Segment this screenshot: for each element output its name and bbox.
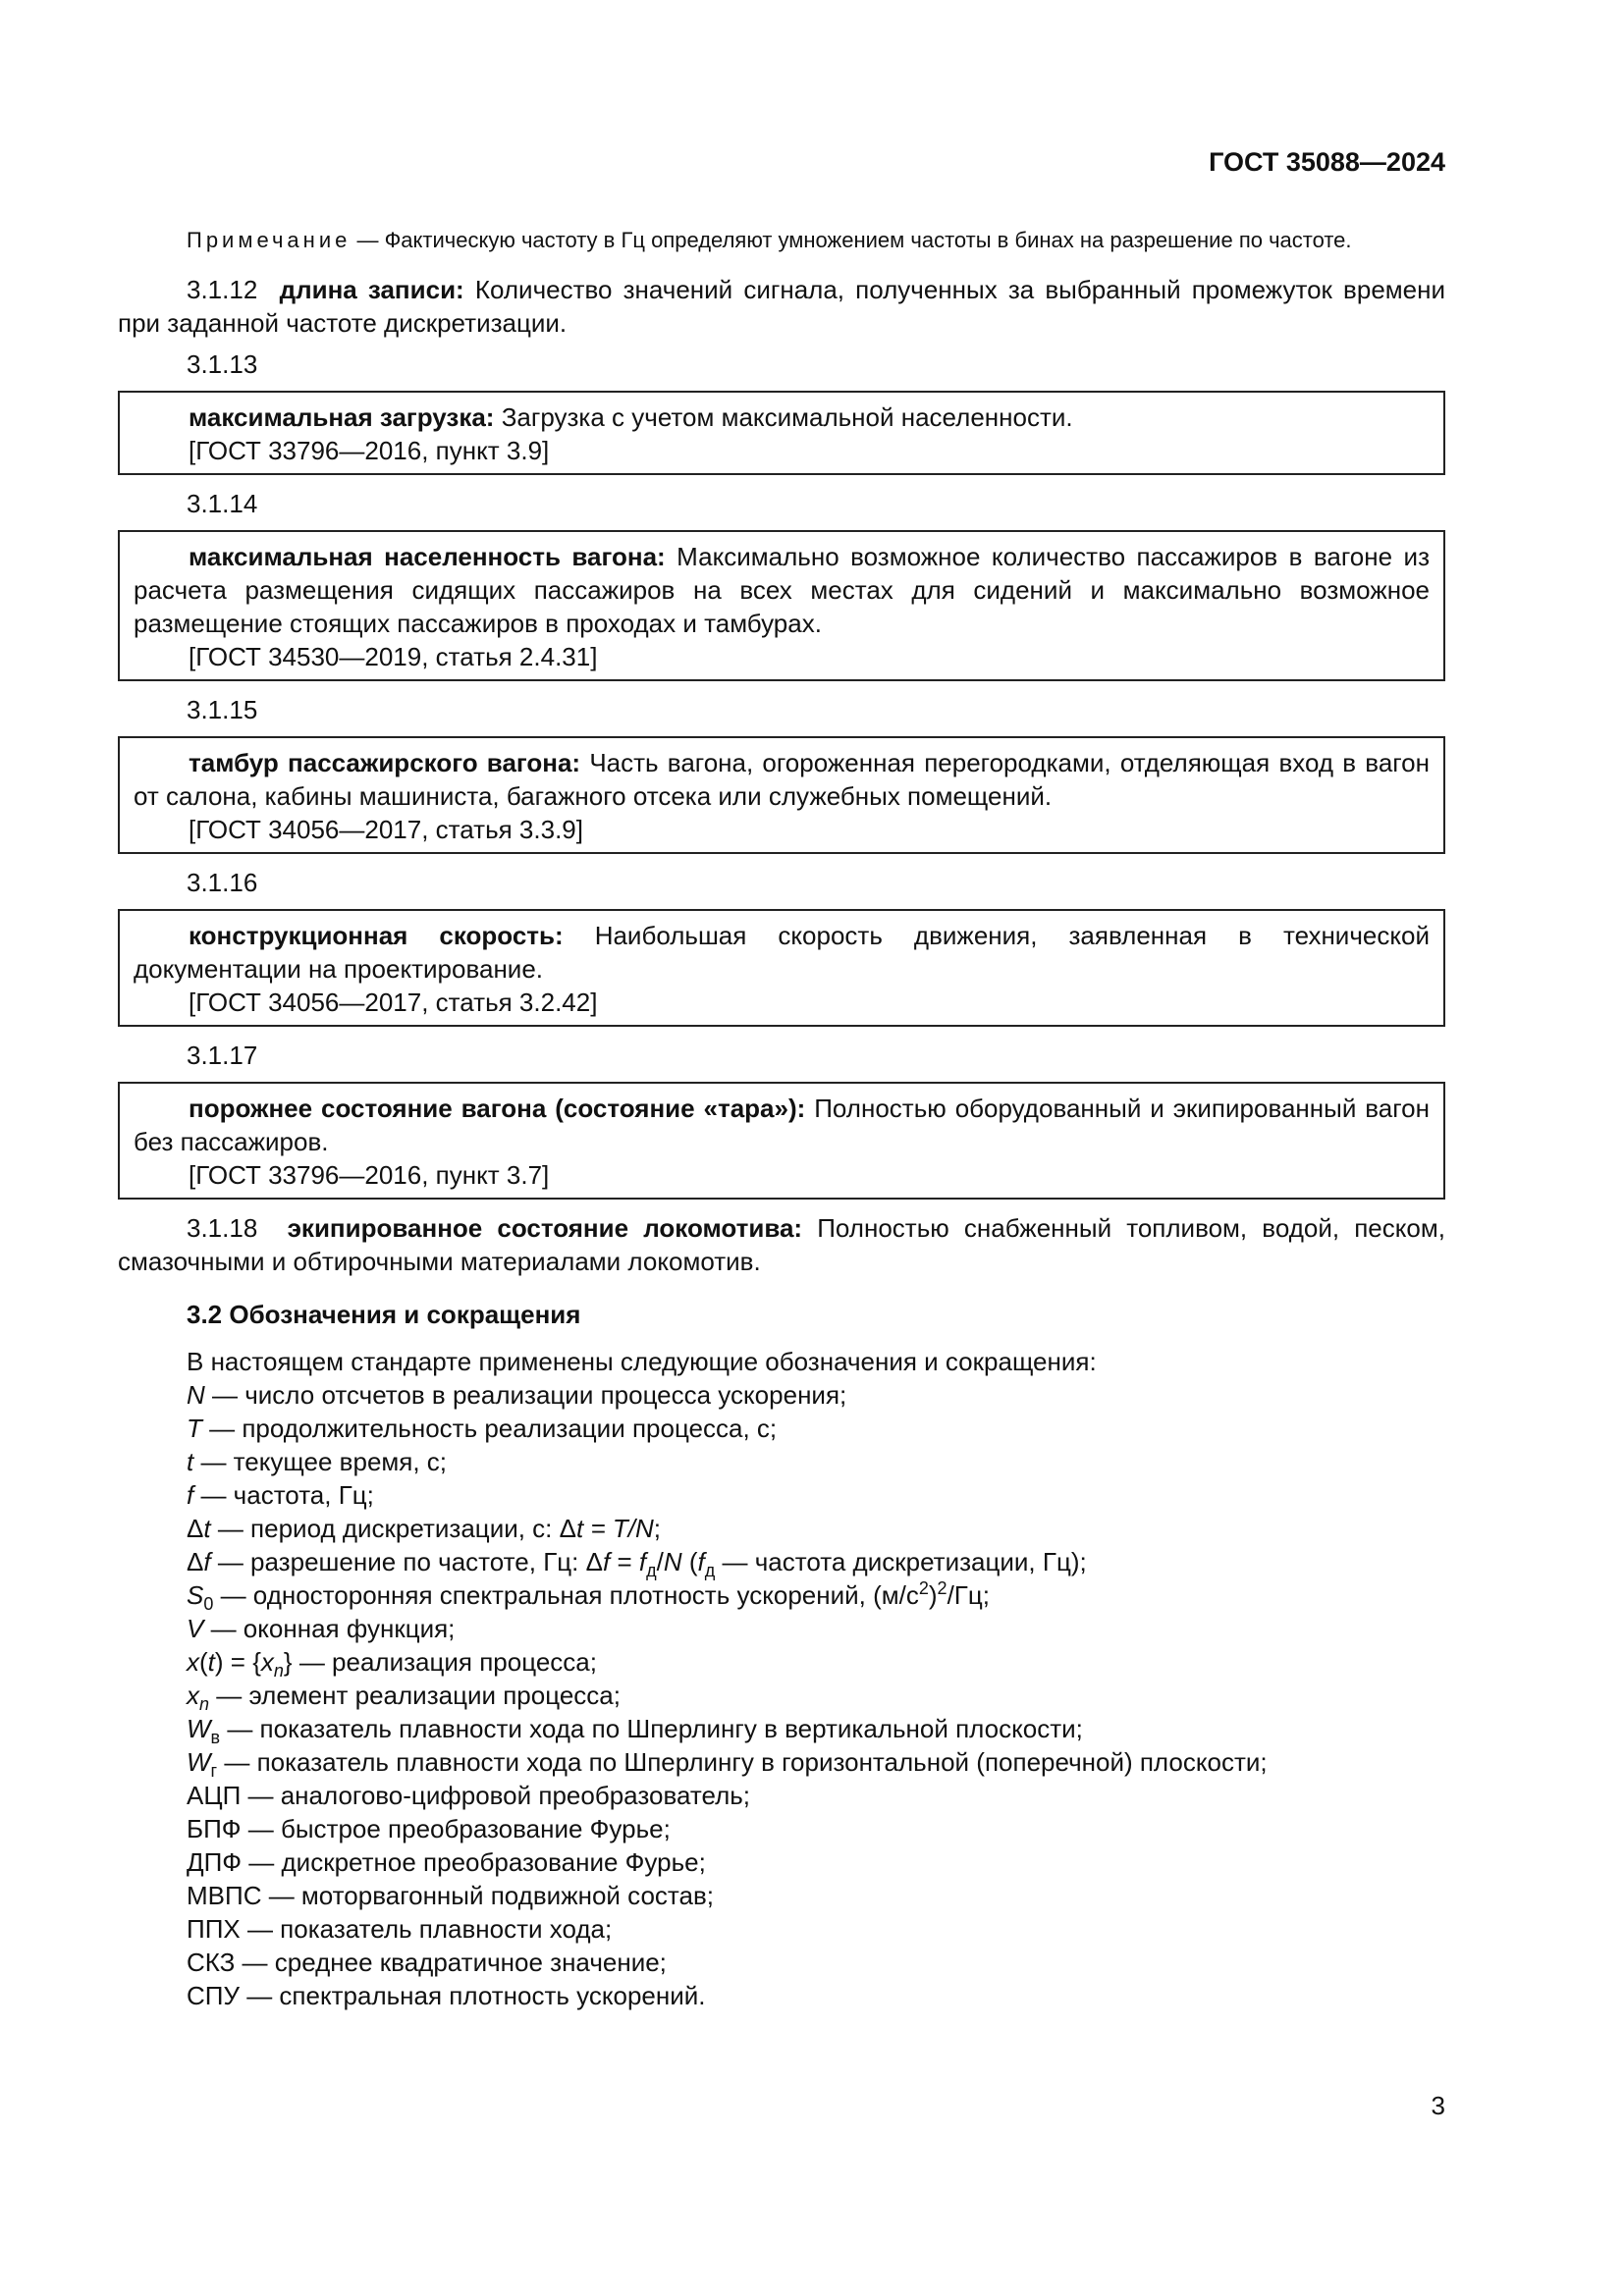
term-3-1-12 xyxy=(118,273,1445,340)
symbol-item xyxy=(187,1679,1445,1712)
term-box xyxy=(118,530,1445,681)
term-reference: [ГОСТ 34056—2017, статья 3.3.9] xyxy=(189,815,583,844)
symbol-item xyxy=(187,1712,1445,1745)
delta-sign: Δ xyxy=(187,1514,204,1543)
symbol-description: — период дискретизации, с: xyxy=(210,1514,560,1543)
symbol-item xyxy=(187,1745,1445,1779)
symbol: f xyxy=(187,1480,194,1510)
symbol: V xyxy=(187,1614,204,1643)
symbol: t xyxy=(203,1514,211,1543)
symbol-item xyxy=(187,1545,1445,1578)
term-box xyxy=(118,1082,1445,1200)
term-number: 3.1.14 xyxy=(187,489,258,518)
formula-part: f xyxy=(638,1547,647,1576)
subscript: n xyxy=(199,1694,210,1714)
term-title: конструкционная скорость: xyxy=(189,921,564,950)
term-definition-text: Максимально возможное количество пассажиров в вагоне из расчета размещения сидящих пассажиров на всех местах для сидений и максимально возможное размещение стоящих пассажиров в проходах и тамбурах. xyxy=(134,542,1430,638)
subscript: д xyxy=(704,1561,716,1580)
formula-part: t xyxy=(207,1647,215,1677)
abbreviation-item: БПФ — быстрое преобразование Фурье; xyxy=(187,1814,671,1843)
symbol-item xyxy=(187,1378,1445,1412)
term-number: 3.1.13 xyxy=(187,349,258,379)
symbol-description: — частота, Гц; xyxy=(193,1480,374,1510)
section-intro: В настоящем стандарте применены следующие обозначения и сокращения: xyxy=(187,1347,1097,1376)
formula-part: ) = { xyxy=(214,1647,261,1677)
term-3-1-18 xyxy=(118,1211,1445,1278)
formula-part: x xyxy=(187,1647,199,1677)
term-box xyxy=(118,909,1445,1027)
page-number: 3 xyxy=(1431,2091,1445,2120)
delta-sign: Δ xyxy=(559,1514,577,1543)
term-definition-text: Загрузка с учетом максимальной населенности. xyxy=(494,402,1073,432)
term-definition xyxy=(134,540,1430,640)
symbol-item xyxy=(187,1478,1445,1512)
symbol: W xyxy=(187,1747,211,1777)
term-reference: [ГОСТ 33796—2016, пункт 3.7] xyxy=(189,1160,550,1190)
delta-sign: Δ xyxy=(585,1547,603,1576)
term-definition xyxy=(134,919,1430,986)
formula-part: ( xyxy=(199,1647,208,1677)
note-label: Примечание xyxy=(187,228,352,252)
formula-part: / xyxy=(656,1547,664,1576)
symbol-description: — разрешение по частоте, Гц: xyxy=(210,1547,586,1576)
term-definition: Количество значений сигнала, полученных за выбранный промежуток времени при заданной частоте дискретизации. xyxy=(118,275,1445,338)
term-title: максимальная населенность вагона: xyxy=(189,542,666,571)
subscript: 0 xyxy=(203,1594,214,1614)
standard-code-header: ГОСТ 35088—2024 xyxy=(1209,147,1445,177)
symbol-description: — односторонняя спектральная плотность ускорений, (м/с xyxy=(213,1580,919,1610)
symbol-item xyxy=(187,1412,1445,1445)
symbol-description: — элемент реализации процесса; xyxy=(209,1681,621,1710)
symbol: f xyxy=(203,1547,211,1576)
term-box xyxy=(118,736,1445,854)
term-title: максимальная загрузка: xyxy=(189,402,495,432)
page-content xyxy=(118,226,1445,2012)
term-definition: Полностью снабженный топливом, водой, песком, смазочными и обтирочными материалами локомотив. xyxy=(118,1213,1445,1276)
term-number: 3.1.12 xyxy=(187,275,258,304)
subscript: д xyxy=(646,1561,657,1580)
symbol: T xyxy=(187,1414,202,1443)
abbreviation-item: ДПФ — дискретное преобразование Фурье; xyxy=(187,1847,706,1877)
formula-part: f xyxy=(603,1547,611,1576)
punctuation: ; xyxy=(653,1514,661,1543)
subscript: г xyxy=(210,1761,218,1781)
formula-part: ) xyxy=(928,1580,938,1610)
symbol: x xyxy=(187,1681,199,1710)
symbol-description: — число отсчетов в реализации процесса ускорения; xyxy=(204,1380,847,1410)
formula-part: = xyxy=(610,1547,639,1576)
term-definition xyxy=(134,1092,1430,1158)
symbol-item xyxy=(187,1445,1445,1478)
term-title: экипированное состояние локомотива: xyxy=(287,1213,803,1243)
symbol-description: — продолжительность реализации процесса, с; xyxy=(201,1414,778,1443)
note-paragraph xyxy=(118,226,1445,255)
delta-sign: Δ xyxy=(187,1547,204,1576)
abbreviation-item: АЦП — аналогово-цифровой преобразователь; xyxy=(187,1781,751,1810)
symbol-item xyxy=(187,1512,1445,1545)
term-title: порожнее состояние вагона (состояние «тара»): xyxy=(189,1094,806,1123)
term-definition xyxy=(134,400,1430,434)
abbreviation-item: ППХ — показатель плавности хода; xyxy=(187,1914,613,1944)
formula-part: } xyxy=(283,1647,293,1677)
subscript: в xyxy=(210,1728,221,1747)
symbol: W xyxy=(187,1714,211,1743)
term-reference: [ГОСТ 33796—2016, пункт 3.9] xyxy=(189,436,550,465)
term-number: 3.1.15 xyxy=(187,695,258,724)
symbol-item xyxy=(187,1578,1445,1612)
superscript: 2 xyxy=(918,1578,929,1598)
symbol-item xyxy=(187,1645,1445,1679)
formula-part: f xyxy=(697,1547,705,1576)
term-title: длина записи: xyxy=(279,275,464,304)
symbol-description: — показатель плавности хода по Шперлингу в горизонтальной (поперечной) плоскости; xyxy=(217,1747,1268,1777)
formula-part: x xyxy=(260,1647,274,1677)
term-definition-text: Часть вагона, огороженная перегородками, отделяющая вход в вагон от салона, кабины машиниста, багажного отсека или служебных помещений. xyxy=(134,748,1431,811)
section-heading: 3.2 Обозначения и сокращения xyxy=(187,1300,581,1329)
formula-part: ( xyxy=(681,1547,698,1576)
term-number: 3.1.17 xyxy=(187,1041,258,1070)
term-definition xyxy=(134,746,1430,813)
symbol-description: — оконная функция; xyxy=(203,1614,456,1643)
term-reference: [ГОСТ 34056—2017, статья 3.2.42] xyxy=(189,988,598,1017)
abbreviation-item: СКЗ — среднее квадратичное значение; xyxy=(187,1948,667,1977)
symbol-description: — показатель плавности хода по Шперлингу в вертикальной плоскости; xyxy=(220,1714,1083,1743)
superscript: 2 xyxy=(937,1578,947,1598)
formula-part: N xyxy=(663,1547,682,1576)
note-text: — Фактическую частоту в Гц определяют умножением частоты в бинах на разрешение по частоте. xyxy=(351,228,1352,252)
symbol-item xyxy=(187,1612,1445,1645)
symbol-description: — реализация процесса; xyxy=(292,1647,597,1677)
term-reference: [ГОСТ 34530—2019, статья 2.4.31] xyxy=(189,642,598,671)
term-number: 3.1.18 xyxy=(187,1213,258,1243)
term-number: 3.1.16 xyxy=(187,868,258,897)
abbreviation-item: МВПС — моторвагонный подвижной состав; xyxy=(187,1881,715,1910)
term-box xyxy=(118,391,1445,475)
symbols-list xyxy=(118,1345,1445,2012)
symbol: N xyxy=(187,1380,205,1410)
term-title: тамбур пассажирского вагона: xyxy=(189,748,581,777)
subscript: n xyxy=(273,1661,284,1681)
formula: t = T/N xyxy=(576,1514,654,1543)
formula-part: — частота дискретизации, Гц); xyxy=(715,1547,1087,1576)
symbol-description: — текущее время, с; xyxy=(193,1447,448,1476)
symbol: t xyxy=(187,1447,194,1476)
term-definition-text: Наибольшая скорость движения, заявленная в технической документации на проектирование. xyxy=(134,921,1430,984)
term-definition-text: Полностью оборудованный и экипированный вагон без пассажиров. xyxy=(134,1094,1430,1156)
abbreviation-item: СПУ — спектральная плотность ускорений. xyxy=(187,1981,706,2010)
formula-part: /Гц; xyxy=(947,1580,990,1610)
symbol: S xyxy=(187,1580,204,1610)
